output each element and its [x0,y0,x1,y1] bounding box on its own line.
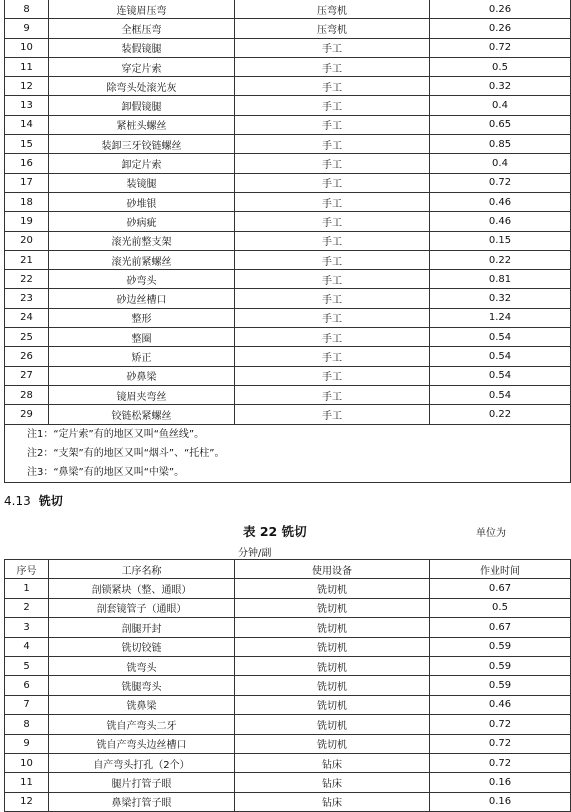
cell-time: 0.16 [430,773,571,792]
table-row [5,289,571,308]
notes-cell [5,424,571,482]
cell-num: 16 [5,154,49,173]
cell-time: 0.67 [430,579,571,598]
header-time: 作业时间 [430,560,571,579]
cell-time: 0.26 [430,0,571,19]
table-note: 注3：“鼻梁”有的地区又叫“中梁”。 [27,466,185,478]
cell-name: 镜眉夹弯丝 [49,385,235,404]
cell-time: 0.72 [430,715,571,734]
cell-time: 0.16 [430,792,571,811]
table-row [5,715,571,734]
table-row [5,250,571,269]
cell-equipment: 铣切机 [235,598,430,617]
cell-time: 0.54 [430,366,571,385]
table-row [5,734,571,753]
cell-name: 砂弯头 [49,270,235,289]
cell-equipment: 手工 [235,308,430,327]
cell-equipment: 手工 [235,250,430,269]
cell-num: 11 [5,773,49,792]
cell-name: 卸定片索 [49,154,235,173]
table-row [5,96,571,115]
cell-num: 13 [5,96,49,115]
cell-time: 0.22 [430,250,571,269]
cell-equipment: 铣切机 [235,637,430,656]
cell-time: 0.5 [430,57,571,76]
cell-name: 剖锁紧块（整、通眼） [49,579,235,598]
header-name: 工序名称 [49,560,235,579]
cell-num: 9 [5,734,49,753]
cell-name: 矫正 [49,347,235,366]
cell-name: 滚光前整支架 [49,231,235,250]
cell-num: 26 [5,347,49,366]
table-row [5,656,571,675]
cell-equipment: 铣切机 [235,715,430,734]
cell-num: 5 [5,656,49,675]
section-title: 铣切 [38,494,63,508]
cell-num: 22 [5,270,49,289]
table-row [5,212,571,231]
cell-num: 8 [5,0,49,19]
work-time-table-continued [4,0,571,483]
table-row [5,19,571,38]
table-row [5,773,571,792]
cell-num: 25 [5,328,49,347]
cell-time: 0.46 [430,192,571,211]
cell-num: 20 [5,231,49,250]
cell-equipment: 手工 [235,270,430,289]
table-row [5,57,571,76]
cell-num: 12 [5,792,49,811]
cell-num: 1 [5,579,49,598]
table-row [5,347,571,366]
cell-time: 0.59 [430,637,571,656]
cell-equipment: 手工 [235,328,430,347]
cell-time: 0.67 [430,618,571,637]
cell-num: 8 [5,715,49,734]
cell-name: 砂边丝槽口 [49,289,235,308]
cell-time: 0.59 [430,656,571,675]
cell-time: 0.59 [430,676,571,695]
cell-time: 0.54 [430,385,571,404]
cell-name: 铣腿弯头 [49,676,235,695]
cell-time: 0.46 [430,695,571,714]
table-body [5,579,571,812]
cell-equipment: 手工 [235,405,430,424]
table-row [5,77,571,96]
table-row [5,328,571,347]
cell-time: 0.46 [430,212,571,231]
cell-equipment: 手工 [235,231,430,250]
header-equipment: 使用设备 [235,560,430,579]
cell-equipment: 手工 [235,115,430,134]
cell-name: 砂堆银 [49,192,235,211]
cell-equipment: 手工 [235,366,430,385]
cell-name: 紧桩头螺丝 [49,115,235,134]
cell-num: 29 [5,405,49,424]
cell-time: 0.22 [430,405,571,424]
unit-value: 分钟/副 [238,548,272,559]
section-number: 4.13 [4,494,31,508]
cell-equipment: 手工 [235,38,430,57]
table-note: 注2：“支架”有的地区又叫“烟斗”、“托柱”。 [27,447,225,459]
table-row [5,366,571,385]
cell-equipment: 手工 [235,289,430,308]
table-row [5,385,571,404]
cell-time: 0.65 [430,115,571,134]
cell-name: 铰链松紧螺丝 [49,405,235,424]
table-row [5,579,571,598]
cell-equipment: 铣切机 [235,734,430,753]
table-title: 表 22 铣切 [243,524,307,539]
cell-num: 27 [5,366,49,385]
table-row [5,676,571,695]
cell-time: 0.54 [430,347,571,366]
cell-equipment: 铣切机 [235,579,430,598]
milling-table [4,559,571,812]
cell-name: 整形 [49,308,235,327]
table-row [5,598,571,617]
cell-time: 0.72 [430,173,571,192]
table-row [5,637,571,656]
table-row [5,192,571,211]
table-row [5,792,571,811]
table-header-row [5,560,571,579]
table-row [5,231,571,250]
cell-time: 0.85 [430,135,571,154]
cell-time: 1.24 [430,308,571,327]
cell-equipment: 手工 [235,173,430,192]
cell-equipment: 手工 [235,77,430,96]
cell-equipment: 手工 [235,385,430,404]
notes-row [5,424,571,482]
cell-num: 11 [5,57,49,76]
cell-name: 装镜腿 [49,173,235,192]
cell-num: 7 [5,695,49,714]
cell-name: 整圈 [49,328,235,347]
cell-equipment: 手工 [235,96,430,115]
cell-name: 铣自产弯头边丝槽口 [49,734,235,753]
cell-num: 18 [5,192,49,211]
cell-equipment: 手工 [235,212,430,231]
table-row [5,695,571,714]
cell-equipment: 钻床 [235,753,430,772]
cell-num: 21 [5,250,49,269]
cell-time: 0.15 [430,231,571,250]
cell-equipment: 手工 [235,57,430,76]
cell-time: 0.4 [430,154,571,173]
cell-time: 0.72 [430,38,571,57]
cell-name: 自产弯头打孔（2个） [49,753,235,772]
cell-name: 全框压弯 [49,19,235,38]
cell-name: 铣自产弯头二牙 [49,715,235,734]
cell-equipment: 压弯机 [235,19,430,38]
cell-num: 15 [5,135,49,154]
table-row [5,618,571,637]
cell-num: 2 [5,598,49,617]
cell-time: 0.72 [430,734,571,753]
cell-equipment: 铣切机 [235,676,430,695]
cell-equipment: 手工 [235,347,430,366]
table-note: 注1：“定片索”有的地区又叫“鱼丝线”。 [27,428,205,440]
table-row [5,115,571,134]
cell-num: 17 [5,173,49,192]
cell-name: 铣鼻梁 [49,695,235,714]
cell-num: 19 [5,212,49,231]
cell-name: 卸假镜腿 [49,96,235,115]
cell-equipment: 手工 [235,135,430,154]
cell-num: 24 [5,308,49,327]
cell-num: 3 [5,618,49,637]
cell-equipment: 手工 [235,154,430,173]
table-row [5,753,571,772]
table-row [5,405,571,424]
cell-equipment: 钻床 [235,792,430,811]
table-row [5,135,571,154]
cell-name: 砂病疵 [49,212,235,231]
cell-num: 4 [5,637,49,656]
cell-name: 剖腿开封 [49,618,235,637]
cell-time: 0.5 [430,598,571,617]
cell-num: 14 [5,115,49,134]
cell-equipment: 铣切机 [235,695,430,714]
header-num: 序号 [5,560,49,579]
cell-num: 23 [5,289,49,308]
cell-name: 连镜眉压弯 [49,0,235,19]
cell-equipment: 铣切机 [235,618,430,637]
cell-num: 10 [5,38,49,57]
cell-time: 0.72 [430,753,571,772]
cell-time: 0.54 [430,328,571,347]
cell-num: 28 [5,385,49,404]
cell-name: 滚光前紧螺丝 [49,250,235,269]
cell-equipment: 手工 [235,192,430,211]
cell-time: 0.32 [430,77,571,96]
cell-name: 铣弯头 [49,656,235,675]
table-row [5,154,571,173]
cell-num: 6 [5,676,49,695]
cell-name: 除弯头处滚光灰 [49,77,235,96]
unit-label: 单位为 [476,528,506,539]
table-row [5,173,571,192]
cell-name: 剖套镜管子（通眼） [49,598,235,617]
cell-equipment: 压弯机 [235,0,430,19]
table-row [5,308,571,327]
cell-name: 铣切铰链 [49,637,235,656]
cell-name: 鼻梁打管子眼 [49,792,235,811]
cell-time: 0.81 [430,270,571,289]
cell-time: 0.32 [430,289,571,308]
cell-name: 砂鼻梁 [49,366,235,385]
table-row [5,270,571,289]
cell-name: 装假镜腿 [49,38,235,57]
table-row [5,0,571,19]
table-body [5,0,571,482]
section-heading [4,492,63,509]
cell-num: 10 [5,753,49,772]
cell-equipment: 铣切机 [235,656,430,675]
cell-name: 腿片打管子眼 [49,773,235,792]
cell-time: 0.26 [430,19,571,38]
cell-name: 穿定片索 [49,57,235,76]
table-row [5,38,571,57]
cell-equipment: 钻床 [235,773,430,792]
cell-time: 0.4 [430,96,571,115]
cell-name: 装卸三牙铰链螺丝 [49,135,235,154]
cell-num: 12 [5,77,49,96]
cell-num: 9 [5,19,49,38]
